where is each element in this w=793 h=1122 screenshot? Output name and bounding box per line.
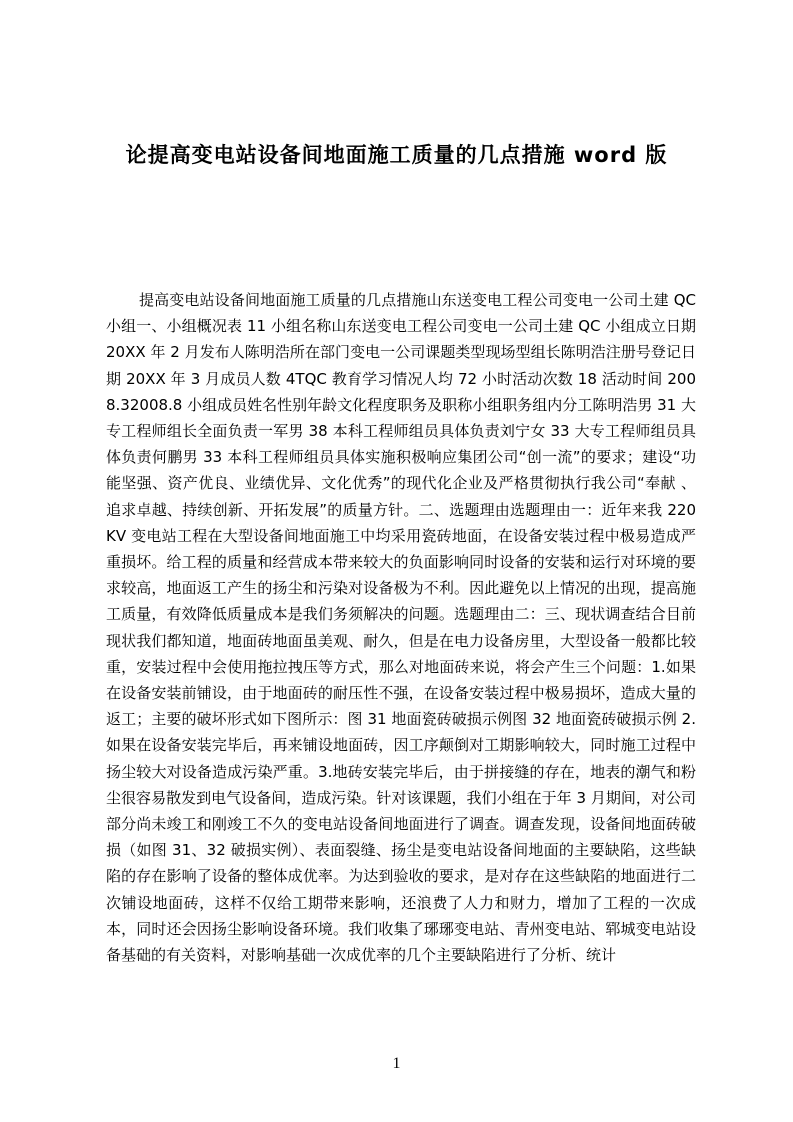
document-title: 论提高变电站设备间地面施工质量的几点措施 word 版 — [125, 143, 668, 167]
body-paragraph: 提高变电站设备间地面施工质量的几点措施山东送变电工程公司变电一公司土建 QC 小组一、小组概况表 11 小组名称山东送变电工程公司变电一公司土建 QC 小组成立日期 20XX 年 2 月发布人陈明浩所在部门变电一公司课题类型现场型组长陈明浩注册号登记日期 20XX 年 3 月成员人数 4TQC 教育学习情况人均 72 小时活动次数 18 活动时间 2008.32008.8 小组成员姓名性别年龄文化程度职务及职称小组职务组内分工陈明浩男 31 大专工程师组长全面负责一军男 38 本科工程师组员具体负责刘宁女 33 大专工程师组员具体负责何鹏男 33 本科工程师组员具体实施积极响应集团公司“创一流”的要求；建设“功能坚强、资产优良、业绩优异、文化优秀”的现代化企业及严格贯彻执行我公司“奉献 、追求卓越、持续创新、开拓发展”的质量方针。二、选题理由选题理由一：近年来我 220KV 变电站工程在大型设备间地面施工中均采用瓷砖地面，在设备安装过程中极易造成严重损坏。给工程的质量和经营成本带来较大的负面影响同时设备的安装和运行对环境的要求较高，地面返工产生的扬尘和污染对设备极为不利。因此避免以上情况的出现，提高施工质量，有效降低质量成本是我们务须解决的问题。选题理由二：三、现状调查结合目前现状我们都知道，地面砖地面虽美观、耐久，但是在电力设备房里，大型设备一般都比较重，安装过程中会使用拖拉拽压等方式，那么对地面砖来说，将会产生三个问题：1.如果在设备安装前铺设，由于地面砖的耐压性不强，在设备安装过程中极易损坏，造成大量的返工；主要的破坏形式如下图所示：图 31 地面瓷砖破损示例图 32 地面瓷砖破损示例 2.如果在设备安装完毕后，再来铺设地面砖，因工序颠倒对工期影响较大，同时施工过程中扬尘较大对设备造成污染严重。3.地砖安装完毕后，由于拼接缝的存在，地表的潮气和粉尘很容易散发到电气设备间，造成污染。针对该课题，我们小组在于年 3 月期间，对公司部分尚未竣工和刚竣工不久的变电站设备间地面进行了调查。调查发现，设备间地面砖破损（如图 31、32 破损实例）、表面裂缝、扬尘是变电站设备间地面的主要缺陷，这些缺陷的存在影响了设备的整体成优率。为达到验收的要求，是对存在这些缺陷的地面进行二次铺设地面砖，这样不仅给工期带来影响，还浪费了人力和财力，增加了工程的一次成本，同时还会因扬尘影响设备环境。我们收集了琊琊变电站、青州变电站、郓城变电站设备基础的有关资料，对影响基础一次成优率的几个主要缺陷进行了分析、统计 — [106, 291, 696, 965]
page-number: 1 — [392, 1055, 401, 1072]
